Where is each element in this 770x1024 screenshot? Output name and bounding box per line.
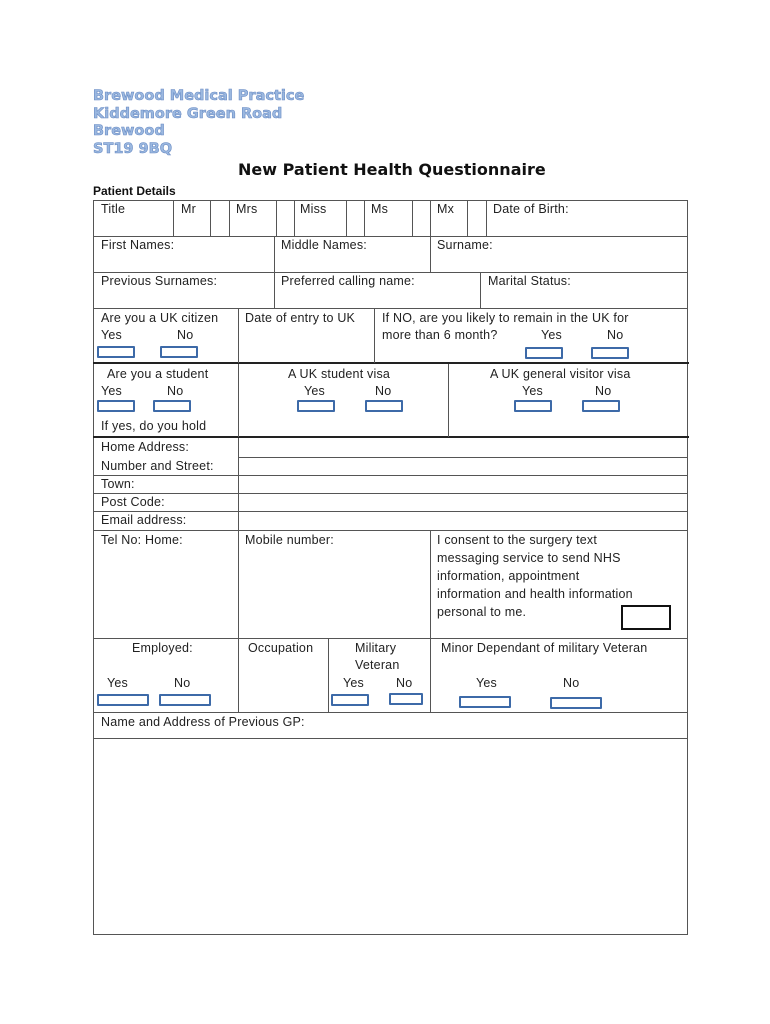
military-label-line1: Military bbox=[355, 641, 397, 655]
grid-line bbox=[430, 638, 431, 712]
consent-line-3: information, appointment bbox=[437, 569, 580, 583]
remain-no-checkbox[interactable] bbox=[591, 347, 629, 359]
remain-yes-checkbox[interactable] bbox=[525, 347, 563, 359]
consent-line-4: information and health information bbox=[437, 587, 633, 601]
remain-yes-label: Yes bbox=[541, 328, 562, 342]
grid-line bbox=[274, 272, 275, 308]
consent-checkbox[interactable] bbox=[621, 605, 671, 630]
practice-postcode: ST19 9BQ bbox=[93, 140, 173, 157]
tel-home-label: Tel No: Home: bbox=[101, 533, 183, 547]
grid-line bbox=[93, 493, 688, 494]
grid-line bbox=[430, 236, 431, 272]
student-yes-checkbox[interactable] bbox=[97, 400, 135, 412]
title-option-mr[interactable]: Mr bbox=[181, 202, 196, 216]
student-visa-no-checkbox[interactable] bbox=[365, 400, 403, 412]
marital-status-label: Marital Status: bbox=[488, 274, 571, 288]
previous-surnames-label: Previous Surnames: bbox=[101, 274, 218, 288]
grid-right-border bbox=[687, 200, 688, 935]
grid-line bbox=[480, 272, 481, 308]
grid-line bbox=[430, 200, 431, 236]
grid-line bbox=[93, 236, 688, 237]
mobile-number-label: Mobile number: bbox=[245, 533, 334, 547]
grid-line bbox=[93, 638, 688, 639]
grid-line bbox=[93, 712, 688, 713]
grid-line-thick bbox=[93, 436, 689, 438]
uk-citizen-no-label: No bbox=[177, 328, 194, 342]
previous-gp-label: Name and Address of Previous GP: bbox=[101, 715, 305, 729]
grid-line bbox=[294, 200, 295, 236]
grid-line bbox=[238, 638, 239, 712]
student-visa-no-label: No bbox=[375, 384, 392, 398]
remain-question-line1: If NO, are you likely to remain in the UK for bbox=[382, 311, 629, 325]
student-question: Are you a student bbox=[107, 367, 209, 381]
grid-line bbox=[93, 934, 688, 935]
dependant-no-checkbox[interactable] bbox=[550, 697, 602, 709]
practice-header bbox=[93, 88, 304, 158]
title-option-mrs[interactable]: Mrs bbox=[236, 202, 258, 216]
employed-no-checkbox[interactable] bbox=[159, 694, 211, 706]
home-address-label: Home Address: bbox=[101, 440, 190, 454]
student-yes-label: Yes bbox=[101, 384, 122, 398]
grid-line bbox=[93, 308, 688, 309]
grid-line bbox=[238, 457, 688, 458]
grid-line bbox=[229, 200, 230, 236]
grid-line bbox=[173, 200, 174, 236]
first-names-label: First Names: bbox=[101, 238, 175, 252]
grid-line bbox=[412, 200, 413, 236]
military-no-checkbox[interactable] bbox=[389, 693, 423, 705]
title-option-ms[interactable]: Ms bbox=[371, 202, 389, 216]
dependant-label: Minor Dependant of military Veteran bbox=[441, 641, 648, 655]
grid-line bbox=[430, 530, 431, 638]
uk-citizen-no-checkbox[interactable] bbox=[160, 346, 198, 358]
visitor-visa-label: A UK general visitor visa bbox=[490, 367, 631, 381]
visa-hold-question: If yes, do you hold bbox=[101, 419, 207, 433]
grid-line-thick bbox=[93, 362, 689, 364]
grid-line bbox=[238, 308, 239, 363]
remain-question-line2: more than 6 month? bbox=[382, 328, 498, 342]
grid-line bbox=[210, 200, 211, 236]
military-no-label: No bbox=[396, 676, 413, 690]
middle-names-label: Middle Names: bbox=[281, 238, 367, 252]
dependant-no-label: No bbox=[563, 676, 580, 690]
grid-line bbox=[448, 364, 449, 437]
title-option-miss[interactable]: Miss bbox=[300, 202, 327, 216]
grid-line bbox=[274, 236, 275, 272]
previous-gp-field[interactable] bbox=[94, 739, 687, 934]
grid-line bbox=[486, 200, 487, 236]
occupation-label: Occupation bbox=[248, 641, 314, 655]
practice-address-line2: Brewood bbox=[93, 123, 165, 139]
student-no-label: No bbox=[167, 384, 184, 398]
student-visa-yes-label: Yes bbox=[304, 384, 325, 398]
visitor-visa-no-checkbox[interactable] bbox=[582, 400, 620, 412]
date-of-birth-label: Date of Birth: bbox=[493, 202, 569, 216]
student-visa-label: A UK student visa bbox=[288, 367, 391, 381]
form-title: New Patient Health Questionnaire bbox=[238, 160, 546, 179]
military-label-line2: Veteran bbox=[355, 658, 400, 672]
grid-line bbox=[328, 638, 329, 712]
section-title: Patient Details bbox=[93, 184, 176, 198]
uk-citizen-question: Are you a UK citizen bbox=[101, 311, 219, 325]
practice-name: Brewood Medical Practice bbox=[93, 88, 305, 104]
grid-line bbox=[374, 308, 375, 363]
consent-line-1: I consent to the surgery text bbox=[437, 533, 598, 547]
street-label: Number and Street: bbox=[101, 459, 214, 473]
employed-yes-checkbox[interactable] bbox=[97, 694, 149, 706]
consent-line-5: personal to me. bbox=[437, 605, 527, 619]
practice-address-line1: Kiddemore Green Road bbox=[93, 105, 283, 122]
employed-yes-label: Yes bbox=[107, 676, 128, 690]
dependant-yes-label: Yes bbox=[476, 676, 497, 690]
preferred-name-label: Preferred calling name: bbox=[281, 274, 415, 288]
uk-citizen-yes-label: Yes bbox=[101, 328, 122, 342]
grid-line bbox=[238, 438, 239, 638]
post-code-label: Post Code: bbox=[101, 495, 165, 509]
title-option-mx[interactable]: Mx bbox=[437, 202, 455, 216]
military-yes-checkbox[interactable] bbox=[331, 694, 369, 706]
grid-line bbox=[276, 200, 277, 236]
grid-line bbox=[93, 530, 688, 531]
student-no-checkbox[interactable] bbox=[153, 400, 191, 412]
employed-label: Employed: bbox=[132, 641, 193, 655]
consent-line-2: messaging service to send NHS bbox=[437, 551, 621, 565]
town-label: Town: bbox=[101, 477, 135, 491]
visitor-visa-yes-checkbox[interactable] bbox=[514, 400, 552, 412]
title-label: Title bbox=[101, 202, 126, 216]
student-visa-yes-checkbox[interactable] bbox=[297, 400, 335, 412]
grid-line bbox=[467, 200, 468, 236]
dependant-yes-checkbox[interactable] bbox=[459, 696, 511, 708]
grid-line bbox=[346, 200, 347, 236]
visitor-visa-no-label: No bbox=[595, 384, 612, 398]
military-yes-label: Yes bbox=[343, 676, 364, 690]
grid-line bbox=[364, 200, 365, 236]
remain-no-label: No bbox=[607, 328, 624, 342]
grid-line bbox=[238, 364, 239, 437]
uk-citizen-yes-checkbox[interactable] bbox=[97, 346, 135, 358]
visitor-visa-yes-label: Yes bbox=[522, 384, 543, 398]
surname-label: Surname: bbox=[437, 238, 493, 252]
date-of-entry-label: Date of entry to UK bbox=[245, 311, 356, 325]
employed-no-label: No bbox=[174, 676, 191, 690]
email-label: Email address: bbox=[101, 513, 187, 527]
